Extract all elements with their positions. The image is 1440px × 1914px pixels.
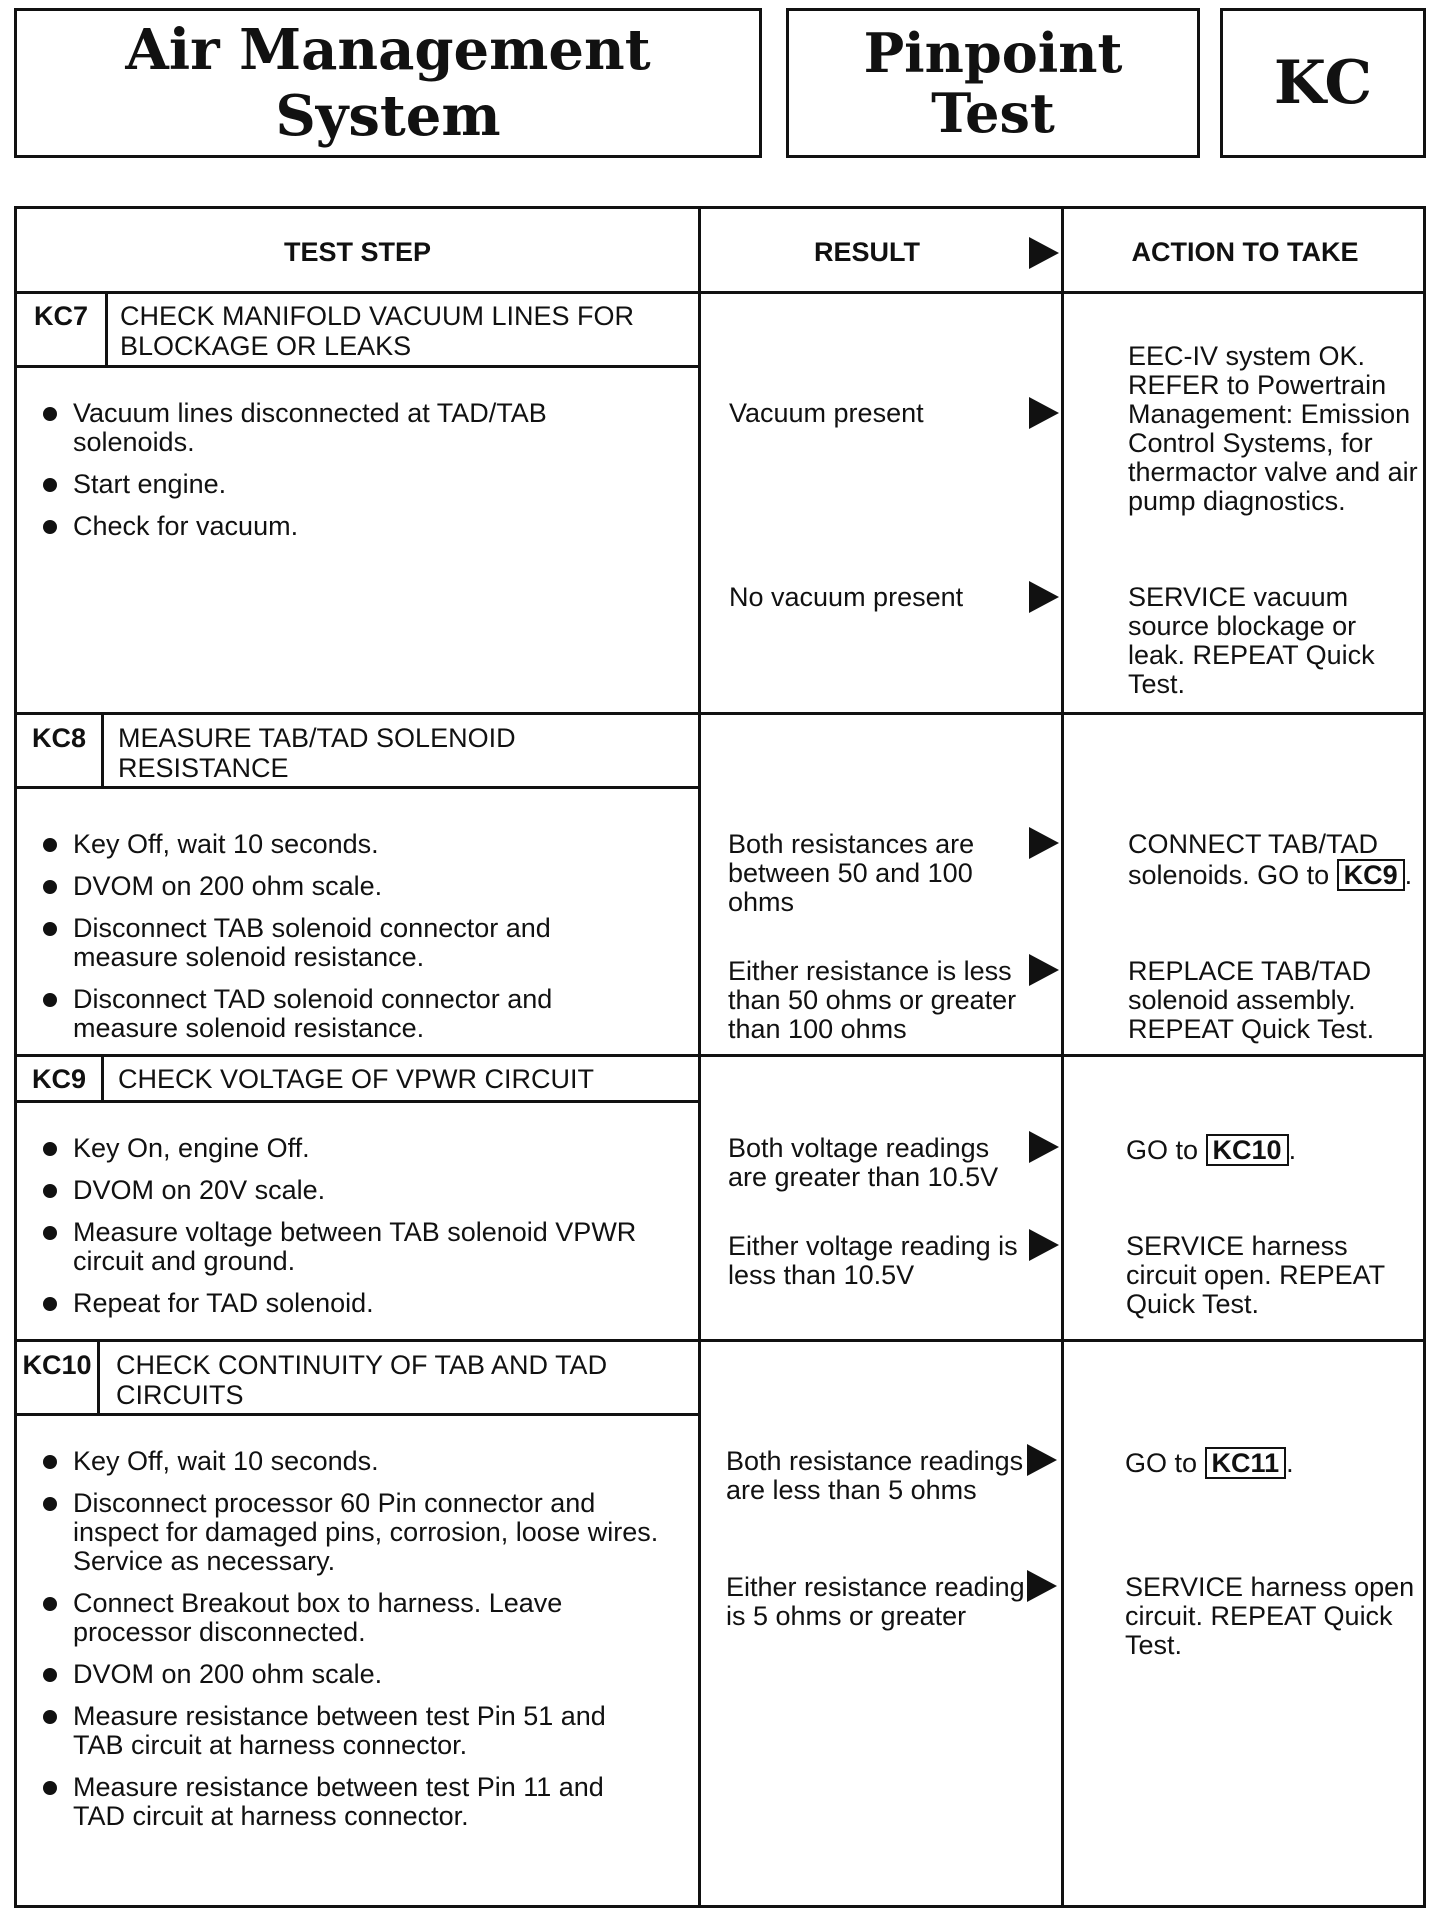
bullet-icon — [43, 1597, 57, 1611]
step-id-divider — [97, 1339, 100, 1413]
step-reference-kc10[interactable]: KC10 — [1206, 1134, 1289, 1166]
action-text: SERVICE harness circuit open. REPEAT Quick Test. — [1126, 1231, 1385, 1319]
result-text: Either resistance is less than 50 ohms or greater than 100 ohms — [728, 956, 1017, 1044]
instruction-item: Vacuum lines disconnected at TAD/TAB solenoids. — [39, 399, 659, 457]
instruction-item: DVOM on 200 ohm scale. — [39, 872, 659, 901]
result-text: Both voltage readings are greater than 10.5V — [728, 1133, 999, 1192]
step-id: KC8 — [31, 723, 86, 753]
step-divider — [17, 1054, 1423, 1057]
step-id: KC7 — [33, 301, 88, 331]
instruction-item: DVOM on 200 ohm scale. — [39, 1660, 659, 1689]
action-text: GO to KC10 . — [1126, 1135, 1297, 1165]
instruction-item: DVOM on 20V scale. — [39, 1176, 669, 1205]
bullet-icon — [43, 1226, 57, 1240]
step-reference-kc11[interactable]: KC11 — [1205, 1447, 1287, 1479]
instruction-item: Disconnect TAD solenoid connector and measure solenoid resistance. — [39, 985, 659, 1043]
result-arrow-icon — [1029, 954, 1059, 986]
step-title-divider — [17, 1413, 701, 1416]
action-text: SERVICE harness open circuit. REPEAT Quick Test. — [1125, 1572, 1415, 1660]
step-divider — [17, 712, 1423, 715]
step-title-divider — [17, 365, 701, 368]
step-id-divider — [101, 712, 104, 786]
system-title-box — [14, 8, 762, 158]
pinpoint-label: Pinpoint — [863, 21, 1123, 85]
result-text: Both resistance readings are less than 5 ohms — [726, 1446, 1024, 1505]
step-title: MEASURE TAB/TAD SOLENOID RESISTANCE — [118, 723, 516, 783]
bullet-icon — [43, 1668, 57, 1682]
action-text: EEC-IV system OK. REFER to Powertrain Management: Emission Control Systems, for thermactor valve and air pump diagnostics. — [1128, 341, 1418, 516]
instruction-item: Repeat for TAD solenoid. — [39, 1289, 669, 1318]
header-divider — [17, 291, 1423, 294]
result-arrow-icon — [1029, 827, 1059, 859]
step-title: CHECK MANIFOLD VACUUM LINES FOR BLOCKAGE OR LEAKS — [120, 301, 635, 361]
instruction-item: Start engine. — [39, 470, 659, 499]
result-text: Both resistances are between 50 and 100 ohms — [728, 829, 975, 917]
step-title: CHECK CONTINUITY OF TAB AND TAD CIRCUITS — [116, 1350, 608, 1410]
bullet-icon — [43, 520, 57, 534]
result-arrow-icon — [1027, 1570, 1057, 1602]
instruction-item: Check for vacuum. — [39, 512, 659, 541]
column-divider-result — [698, 209, 701, 1905]
result-text: Either voltage reading is less than 10.5V — [728, 1231, 1018, 1290]
column-divider-action — [1061, 209, 1064, 1905]
bullet-icon — [43, 1710, 57, 1724]
step-instructions — [39, 399, 659, 554]
result-text: No vacuum present — [729, 582, 964, 612]
column-header-action: ACTION TO TAKE — [1131, 237, 1359, 267]
action-text: CONNECT TAB/TAD solenoids. GO to KC9 . — [1128, 829, 1413, 890]
pinpoint-test-table — [14, 206, 1426, 1908]
column-header-result: RESULT — [814, 237, 920, 267]
bullet-icon — [43, 1455, 57, 1469]
bullet-icon — [43, 1297, 57, 1311]
instruction-item: Key Off, wait 10 seconds. — [39, 1447, 659, 1476]
result-arrow-icon — [1029, 1229, 1059, 1261]
instruction-item: Connect Breakout box to harness. Leave processor disconnected. — [39, 1589, 659, 1647]
step-id: KC9 — [31, 1064, 86, 1094]
step-id: KC10 — [22, 1350, 92, 1380]
step-id-divider — [105, 291, 108, 365]
step-reference-kc9[interactable]: KC9 — [1337, 859, 1405, 891]
step-divider — [17, 1339, 1423, 1342]
instruction-item: Key On, engine Off. — [39, 1134, 669, 1163]
result-arrow-icon — [1027, 1444, 1057, 1476]
step-title-divider — [17, 786, 701, 789]
bullet-icon — [43, 1142, 57, 1156]
result-arrow-icon — [1029, 397, 1059, 429]
step-instructions — [39, 1447, 659, 1844]
instruction-item: Measure resistance between test Pin 51 and TAB circuit at harness connector. — [39, 1702, 659, 1760]
test-code: KC — [1273, 48, 1373, 118]
action-text: GO to KC11 . — [1125, 1448, 1294, 1478]
instruction-item: Disconnect TAB solenoid connector and measure solenoid resistance. — [39, 914, 659, 972]
bullet-icon — [43, 1497, 57, 1511]
system-title: Air Management System — [125, 17, 651, 149]
bullet-icon — [43, 407, 57, 421]
instruction-item: Key Off, wait 10 seconds. — [39, 830, 659, 859]
action-text: REPLACE TAB/TAD solenoid assembly. REPEAT Quick Test. — [1128, 956, 1375, 1044]
bullet-icon — [43, 1184, 57, 1198]
step-title: CHECK VOLTAGE OF VPWR CIRCUIT — [118, 1064, 595, 1094]
bullet-icon — [43, 1781, 57, 1795]
test-code-box — [1220, 8, 1426, 158]
pinpoint-test-box — [786, 8, 1200, 158]
instruction-item: Measure resistance between test Pin 11 and TAD circuit at harness connector. — [39, 1773, 659, 1831]
result-arrow-icon — [1029, 1131, 1059, 1163]
bullet-icon — [43, 922, 57, 936]
bullet-icon — [43, 838, 57, 852]
instruction-item: Measure voltage between TAB solenoid VPWR circuit and ground. — [39, 1218, 669, 1276]
result-text: Either resistance reading is 5 ohms or greater — [726, 1572, 1025, 1631]
step-id-divider — [101, 1054, 104, 1100]
result-text: Vacuum present — [729, 398, 924, 428]
instruction-item: Disconnect processor 60 Pin connector and inspect for damaged pins, corrosion, loose wires. Service as necessary. — [39, 1489, 659, 1576]
bullet-icon — [43, 993, 57, 1007]
step-title-divider — [17, 1100, 701, 1103]
test-label: Test — [931, 81, 1055, 145]
action-text: SERVICE vacuum source blockage or leak. REPEAT Quick Test. — [1128, 582, 1375, 699]
result-arrow-icon — [1029, 237, 1059, 269]
step-instructions — [39, 830, 659, 1056]
bullet-icon — [43, 880, 57, 894]
step-instructions — [39, 1134, 669, 1331]
result-arrow-icon — [1029, 581, 1059, 613]
bullet-icon — [43, 478, 57, 492]
column-header-test-step: TEST STEP — [283, 237, 432, 267]
